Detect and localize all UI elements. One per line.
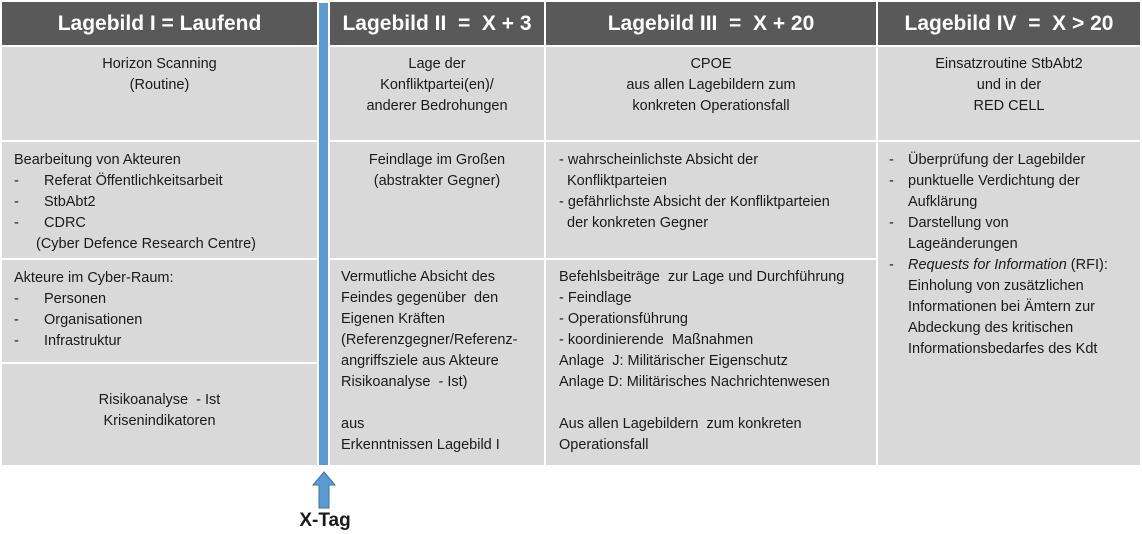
cell-line-blank <box>559 393 876 414</box>
x-tag-timeline-bar <box>319 3 328 465</box>
cell-line: (abstrakter Gegner) <box>373 173 501 189</box>
cell-line: aus allen Lagebildern zum <box>626 77 796 93</box>
col2-absicht-cell <box>330 260 544 465</box>
list-item: - wahrscheinlichste Absicht der <box>559 152 759 168</box>
col2-feindlage-cell <box>330 142 544 258</box>
cell-line: - Operationsführung <box>559 311 688 327</box>
col3-absicht-cell <box>546 142 876 258</box>
header-lagebild-2: Lagebild II = X + 3 <box>330 2 544 45</box>
cell-line: Eigenen Kräften <box>341 311 445 327</box>
col4-einsatz-cell <box>878 47 1140 140</box>
col1-routine-cell <box>2 47 317 140</box>
list-item-cont: Konfliktparteien <box>567 173 667 189</box>
cell-line: Horizon Scanning <box>102 56 217 72</box>
cell-line: Erkenntnissen Lagebild I <box>341 437 500 453</box>
cell-line: angriffsziele aus Akteure <box>341 353 499 369</box>
cell-heading: Bearbeitung von Akteuren <box>14 152 181 168</box>
header-lagebild-4: Lagebild IV = X > 20 <box>878 2 1140 45</box>
cell-line: RED CELL <box>973 98 1045 114</box>
header-lagebild-1: Lagebild I = Laufend <box>2 2 317 45</box>
list-item: - Organisationen <box>14 312 143 328</box>
cell-line-blank <box>341 393 544 414</box>
cell-heading: Akteure im Cyber-Raum: <box>14 270 174 286</box>
col2-lage-cell <box>330 47 544 140</box>
cell-line: - koordinierende Maßnahmen <box>559 332 754 348</box>
cell-line: aus <box>341 416 365 432</box>
cell-line: Aus allen Lagebildern zum konkreten <box>559 416 802 432</box>
cell-line: Operationsfall <box>559 437 649 453</box>
rfi-label: Requests for Information <box>908 257 1067 273</box>
cell-line: Vermutliche Absicht des <box>341 269 495 285</box>
cell-line: - Feindlage <box>559 290 632 306</box>
list-item: - CDRC <box>14 215 86 231</box>
list-item: - Überprüfung der Lagebilder <box>889 152 1086 168</box>
rfi-text: (RFI): Einholung von zusätzlichen Informationen bei Ämtern zur Abdeckung des kritischen Informationsbedarfes des Kdt <box>908 257 1108 357</box>
cell-line: Befehlsbeiträge zur Lage und Durchführung <box>559 269 845 285</box>
col4-pruefung-cell <box>878 142 1140 465</box>
cell-line: CPOE <box>690 56 732 72</box>
cell-line: Anlage J: Militärischer Eigenschutz <box>559 353 788 369</box>
cell-line: Risikoanalyse - Ist) <box>341 374 468 390</box>
list-item: - StbAbt2 <box>14 194 96 210</box>
cell-line: anderer Bedrohungen <box>366 98 508 114</box>
header-lagebild-3: Lagebild III = X + 20 <box>546 2 876 45</box>
cell-line: (Referenzgegner/Referenz- <box>341 332 518 348</box>
col3-cpoe-cell <box>546 47 876 140</box>
col1-risiko-cell <box>2 364 317 465</box>
cell-line: konkreten Operationsfall <box>632 98 790 114</box>
cell-line: Feindlage im Großen <box>368 152 506 168</box>
list-item: - Personen <box>14 291 107 307</box>
cell-line: Lage der <box>408 56 466 72</box>
list-item: - Darstellung von Lageänderungen <box>889 215 1018 252</box>
list-item: - Infrastruktur <box>14 333 122 349</box>
cell-line: Krisenindikatoren <box>103 413 216 429</box>
cell-line: Anlage D: Militärisches Nachrichtenwesen <box>559 374 830 390</box>
col1-cyber-cell <box>2 260 317 362</box>
list-item-note: (Cyber Defence Research Centre) <box>36 236 257 252</box>
list-item: - Referat Öffentlichkeitsarbeit <box>14 173 223 189</box>
cell-line: Einsatzroutine StbAbt2 <box>935 56 1083 72</box>
list-item-cont: der konkreten Gegner <box>567 215 709 231</box>
cell-line: Risikoanalyse - Ist <box>98 392 221 408</box>
col1-akteure-cell <box>2 142 317 258</box>
list-item: - Requests for Information (RFI): Einholung von zusätzlichen Informationen bei Ämtern zur Abdeckung des kritischen Informationsbedarfes des Kdt <box>889 257 1108 357</box>
cell-line: und in der <box>976 77 1042 93</box>
list-item: - punktuelle Verdichtung der Aufklärung <box>889 173 1080 210</box>
col3-befehl-cell <box>546 260 876 465</box>
x-tag-label: X-Tag <box>299 510 351 531</box>
cell-line: Konfliktpartei(en)/ <box>380 77 494 93</box>
list-item: - gefährlichste Absicht der Konfliktparteien <box>559 194 830 210</box>
up-arrow-icon <box>312 471 336 509</box>
cell-line: (Routine) <box>129 77 190 93</box>
cell-line: Feindes gegenüber den <box>341 290 499 306</box>
